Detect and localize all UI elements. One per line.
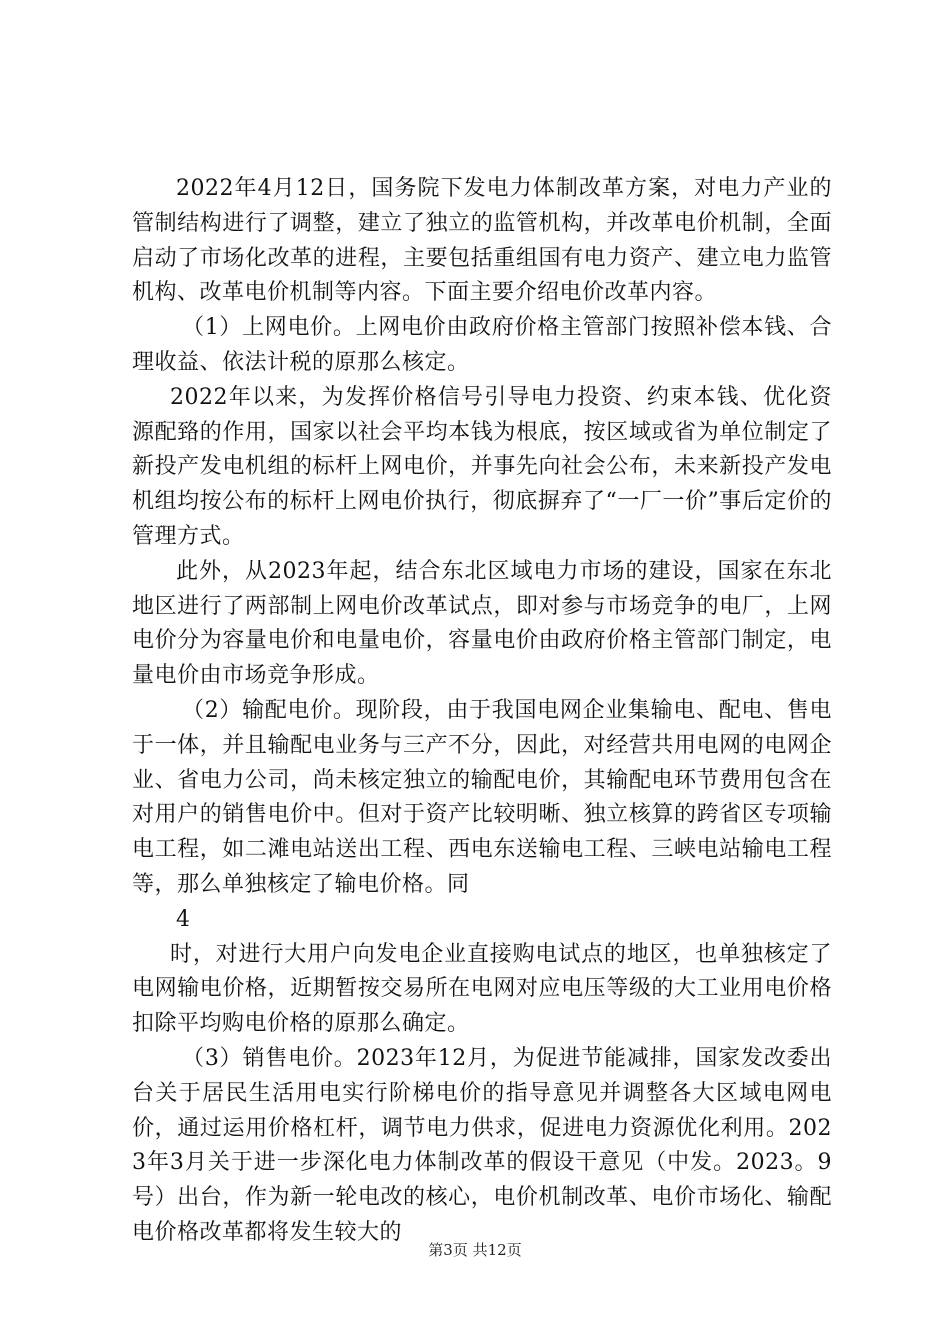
document-body — [132, 172, 832, 1251]
inline-page-number: 4 — [176, 906, 190, 932]
paragraph-benchmark-price: 2022年以来，为发挥价格信号引导电力投资、约束本钱、优化资源配臵的作用，国家以社会平均本钱为根底，按区域或省为单位制定了新投产发电机组的标杆上网电价，并事先向社会公布，未来新投产发电机组均按公布的标杆上网电价执行，彻底摒弃了“一厂一价”事后定价的管理方式。 — [132, 384, 832, 549]
paragraph-direct-purchase: 时，对进行大用户向发电企业直接购电试点的地区，也单独核定了电网输电价格，近期暂按交易所在电网对应电压等级的大工业用电价格扣除平均购电价格的原那么确定。 — [132, 941, 832, 1037]
paragraph-transmission-price: （2）输配电价。现阶段，由于我国电网企业集输电、配电、售电于一体，并且输配电业务与三产不分，因此，对经营共用电网的电网企业、省电力公司，尚未核定独立的输配电价，其输配电环节费用包含在对用户的销售电价中。但对于资产比较明晰、独立核算的跨省区专项输电工程，如二滩电站送出工程、西电东送输电工程、三峡电站输电工程等，那么单独核定了输电价格。同 — [132, 697, 832, 897]
paragraph-reform-intro: 2022年4月12日，国务院下发电力体制改革方案，对电力产业的管制结构进行了调整，建立了独立的监管机构，并改革电价机制，全面启动了市场化改革的进程，主要包括重组国有电力资产、建立电力监管机构、改革电价机制等内容。下面主要介绍电价改革内容。 — [132, 176, 832, 306]
paragraph-northeast-pilot: 此外，从2023年起，结合东北区域电力市场的建设，国家在东北地区进行了两部制上网电价改革试点，即对参与市场竞争的电厂，上网电价分为容量电价和电量电价，容量电价由政府价格主管部门制定，电量电价由市场竞争形成。 — [132, 558, 832, 689]
paragraph-retail-price: （3）销售电价。2023年12月，为促进节能减排，国家发改委出台关于居民生活用电实行阶梯电价的指导意见并调整各大区域电网电价，通过运用价格杠杆，调节电力供求，促进电力资源优化利用。2023年3月关于进一步深化电力体制改革的假设干意见（中发。2023。9号）出台，作为新一轮电改的核心，电价机制改革、电价市场化、输配电价格改革都将发生较大的 — [132, 1045, 832, 1245]
paragraph-grid-price: （1）上网电价。上网电价由政府价格主管部门按照补偿本钱、合理收益、依法计税的原那么核定。 — [132, 315, 832, 375]
page-footer: 第3页 共12页 — [428, 1241, 522, 1259]
